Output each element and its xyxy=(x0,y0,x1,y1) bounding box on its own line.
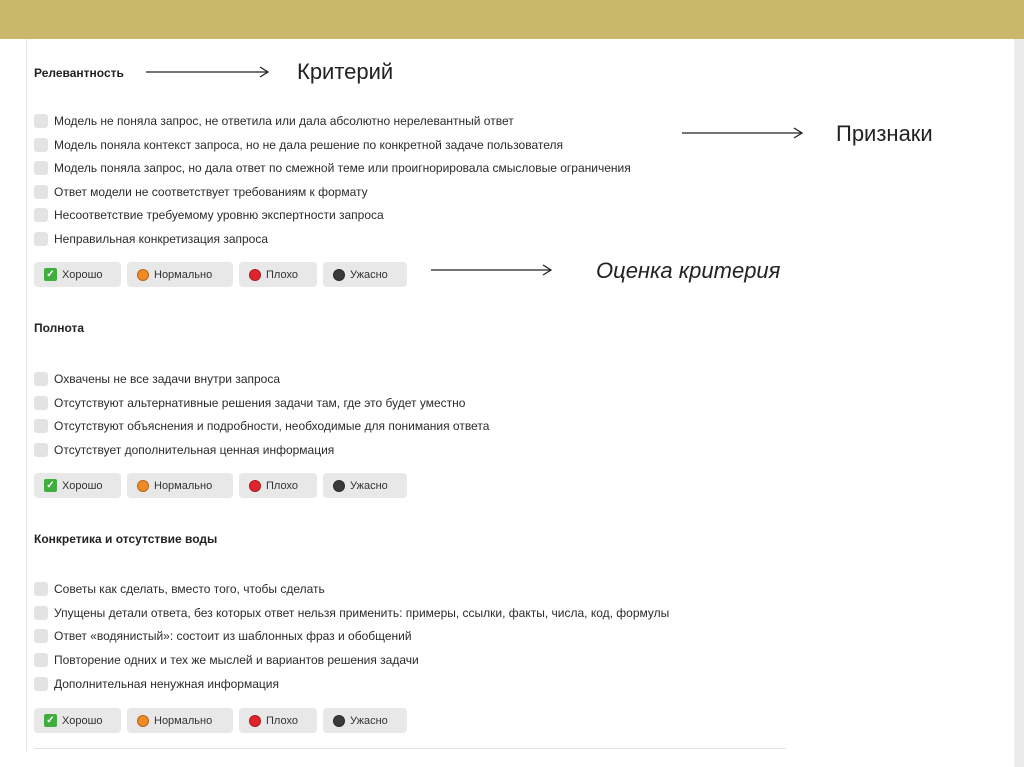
annotation-evaluation: Оценка критерия xyxy=(596,258,781,283)
arrow-right-icon xyxy=(146,66,272,78)
checkbox[interactable] xyxy=(34,114,48,128)
rating-label: Ужасно xyxy=(350,479,388,492)
rating-good-button[interactable] xyxy=(34,473,121,498)
rating-buttons-relevance xyxy=(34,262,413,287)
criterion-text: Упущены детали ответа, без которых ответ нельзя применить: примеры, ссылки, факты, числа, код, формулы xyxy=(54,606,670,620)
red-dot-icon xyxy=(249,480,261,492)
criterion-text: Охвачены не все задачи внутри запроса xyxy=(54,372,281,386)
criterion-text: Модель поняла контекст запроса, но не дала решение по конкретной задаче пользователя xyxy=(54,138,564,152)
check-icon: ✓ xyxy=(44,268,57,281)
criterion-checkbox-item[interactable] xyxy=(34,416,489,436)
orange-dot-icon xyxy=(137,269,149,281)
criterion-checkbox-item[interactable] xyxy=(34,229,268,249)
checkbox[interactable] xyxy=(34,138,48,152)
criterion-text: Отсутствуют объяснения и подробности, необходимые для понимания ответа xyxy=(54,419,490,433)
checkbox[interactable] xyxy=(34,372,48,386)
criterion-text: Неправильная конкретизация запроса xyxy=(54,232,269,246)
orange-dot-icon xyxy=(137,715,149,727)
rating-label: Ужасно xyxy=(350,714,388,727)
criterion-text: Несоответствие требуемому уровню экспертности запроса xyxy=(54,208,384,222)
checkbox[interactable] xyxy=(34,161,48,175)
checkbox[interactable] xyxy=(34,419,48,433)
checkbox[interactable] xyxy=(34,232,48,246)
criterion-text: Отсутствуют альтернативные решения задачи там, где это будет уместно xyxy=(54,396,466,410)
red-dot-icon xyxy=(249,715,261,727)
criterion-checkbox-item[interactable] xyxy=(34,135,563,155)
panel-left-border xyxy=(26,39,27,751)
criterion-checkbox-item[interactable] xyxy=(34,603,669,623)
criterion-text: Повторение одних и тех же мыслей и вариантов решения задачи xyxy=(54,653,419,667)
section-title-completeness: Полнота xyxy=(34,321,85,335)
criterion-checkbox-item[interactable] xyxy=(34,650,419,670)
section-title-relevance: Релевантность xyxy=(34,66,124,80)
criterion-checkbox-item[interactable] xyxy=(34,440,334,460)
orange-dot-icon xyxy=(137,480,149,492)
rating-buttons-specificity xyxy=(34,708,413,733)
rating-good-button[interactable] xyxy=(34,708,121,733)
criterion-checkbox-item[interactable] xyxy=(34,369,280,389)
black-dot-icon xyxy=(333,480,345,492)
rating-label: Хорошо xyxy=(62,714,103,727)
rating-label: Плохо xyxy=(266,268,298,281)
rating-label: Хорошо xyxy=(62,479,103,492)
check-icon: ✓ xyxy=(44,479,57,492)
rating-buttons-completeness xyxy=(34,473,413,498)
criterion-checkbox-item[interactable] xyxy=(34,205,384,225)
checkbox[interactable] xyxy=(34,208,48,222)
criterion-text: Модель не поняла запрос, не ответила или дала абсолютно нерелевантный ответ xyxy=(54,114,514,128)
criterion-text: Ответ «водянистый»: состоит из шаблонных фраз и обобщений xyxy=(54,629,412,643)
rating-awful-button[interactable] xyxy=(323,262,407,287)
rating-normal-button[interactable] xyxy=(127,473,233,498)
criterion-checkbox-item[interactable] xyxy=(34,158,631,178)
checkbox[interactable] xyxy=(34,443,48,457)
criterion-text: Советы как сделать, вместо того, чтобы сделать xyxy=(54,582,325,596)
rating-label: Плохо xyxy=(266,479,298,492)
checkbox[interactable] xyxy=(34,582,48,596)
rating-bad-button[interactable] xyxy=(239,473,317,498)
black-dot-icon xyxy=(333,715,345,727)
criterion-text: Дополнительная ненужная информация xyxy=(54,677,279,691)
criterion-checkbox-item[interactable] xyxy=(34,182,368,202)
checkbox[interactable] xyxy=(34,653,48,667)
panel-bottom-border xyxy=(34,748,786,749)
checkbox[interactable] xyxy=(34,629,48,643)
section-title-specificity: Конкретика и отсутствие воды xyxy=(34,532,218,546)
criterion-text: Модель поняла запрос, но дала ответ по смежной теме или проигнорировала смысловые ограничения xyxy=(54,161,631,175)
checkbox[interactable] xyxy=(34,677,48,691)
rating-label: Нормально xyxy=(154,268,213,281)
criterion-checkbox-item[interactable] xyxy=(34,579,325,599)
top-banner xyxy=(0,0,1024,39)
criterion-text: Отсутствует дополнительная ценная информация xyxy=(54,443,335,457)
rating-bad-button[interactable] xyxy=(239,708,317,733)
rating-label: Нормально xyxy=(154,479,213,492)
criterion-checkbox-item[interactable] xyxy=(34,111,514,131)
black-dot-icon xyxy=(333,269,345,281)
rating-awful-button[interactable] xyxy=(323,473,407,498)
rating-normal-button[interactable] xyxy=(127,708,233,733)
checkbox[interactable] xyxy=(34,396,48,410)
rating-label: Хорошо xyxy=(62,268,103,281)
arrow-right-icon xyxy=(431,264,555,276)
rating-normal-button[interactable] xyxy=(127,262,233,287)
rating-label: Плохо xyxy=(266,714,298,727)
arrow-right-icon xyxy=(682,127,806,139)
rating-label: Ужасно xyxy=(350,268,388,281)
rating-good-button[interactable] xyxy=(34,262,121,287)
red-dot-icon xyxy=(249,269,261,281)
right-edge-shade xyxy=(1014,39,1024,767)
criterion-text: Ответ модели не соответствует требованиям к формату xyxy=(54,185,368,199)
rating-awful-button[interactable] xyxy=(323,708,407,733)
rating-bad-button[interactable] xyxy=(239,262,317,287)
criterion-checkbox-item[interactable] xyxy=(34,674,279,694)
checkbox[interactable] xyxy=(34,606,48,620)
criterion-checkbox-item[interactable] xyxy=(34,393,465,413)
annotation-signs: Признаки xyxy=(836,121,933,146)
checkbox[interactable] xyxy=(34,185,48,199)
annotation-criterion: Критерий xyxy=(297,59,394,84)
rating-label: Нормально xyxy=(154,714,213,727)
criterion-checkbox-item[interactable] xyxy=(34,626,412,646)
check-icon: ✓ xyxy=(44,714,57,727)
